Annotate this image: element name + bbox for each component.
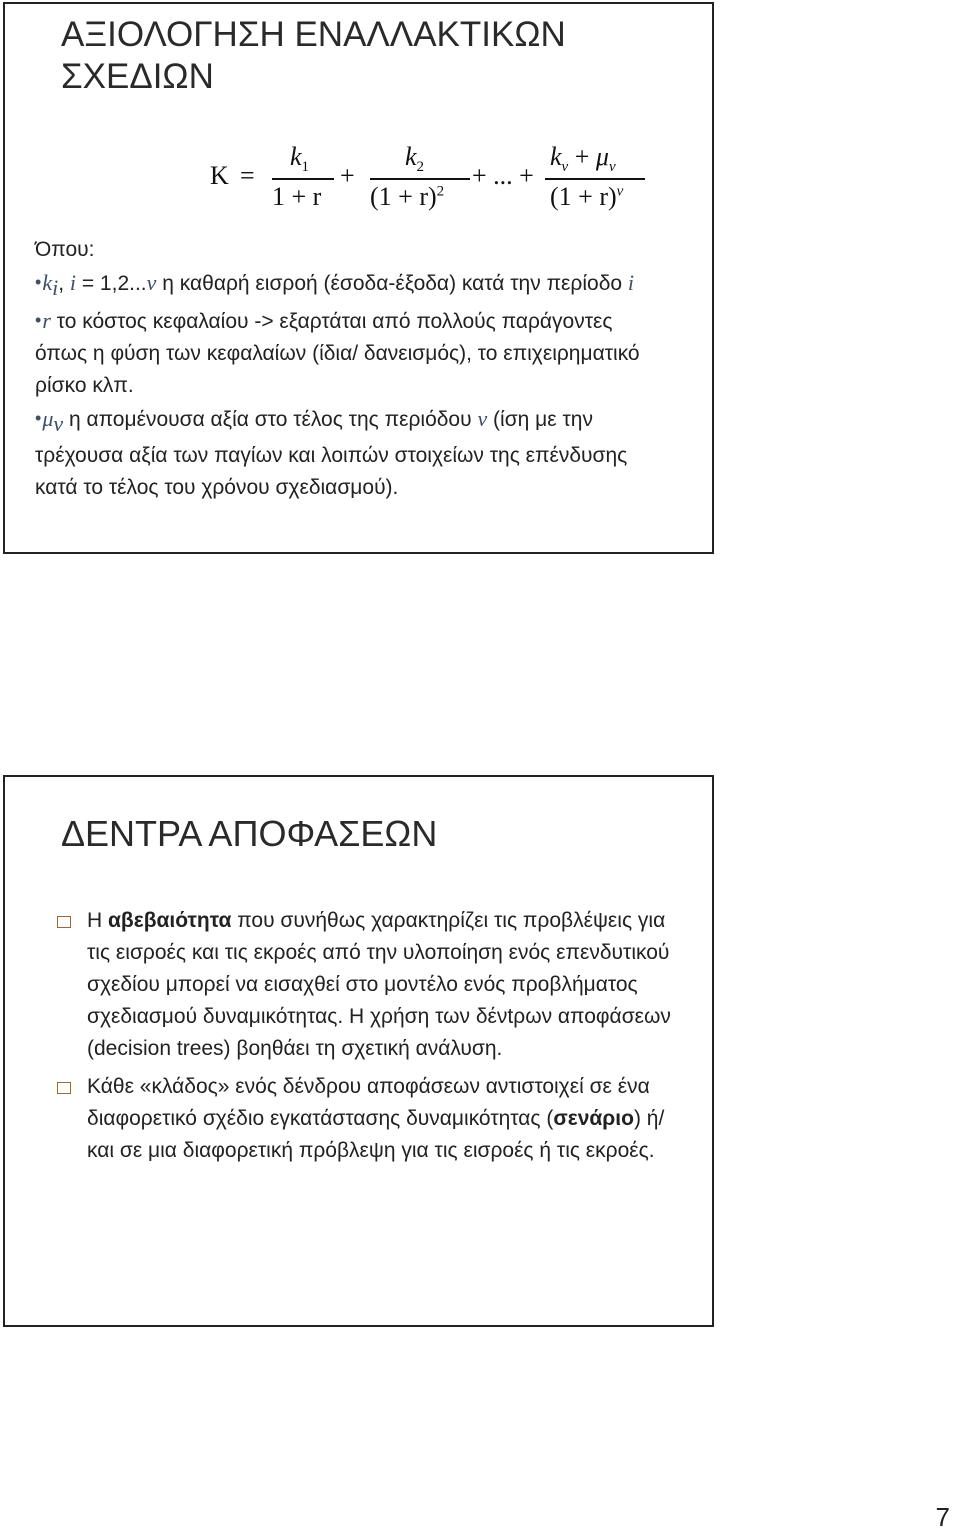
where-label: Όπου: [35, 238, 95, 261]
square-bullet-icon [57, 916, 71, 928]
formula-ellipsis: + ... + [472, 161, 534, 190]
formula-term3-denominator: $(1 + r)^\nu$ [550, 182, 624, 211]
bullet-icon: • [35, 310, 42, 331]
bullet-icon: • [35, 272, 42, 292]
square-bullet-icon [57, 1082, 71, 1094]
formula-lhs: K [210, 161, 229, 190]
slide-2 [3, 775, 714, 1327]
formula-plus: + [340, 161, 355, 190]
definition-r: •r το κόστος κεφαλαίου -> εξαρτάται από πολλούς παράγοντες όπως η φύση των κεφαλαίων (ίδια/ δανεισμός), το επιχειρηματικό ρίσκο κλπ. [35, 308, 640, 398]
formula-term2-fraction-bar [370, 178, 470, 180]
formula-term1-numerator: $k_1$ [290, 142, 310, 176]
slide-2-title: ΔΕΝΤΡΑ ΑΠΟΦΑΣΕΩΝ [61, 813, 438, 854]
formula-term1-fraction-bar [272, 178, 334, 180]
formula-term3-numerator: $k_\nu + \mu_\nu$ [550, 142, 616, 176]
page-number: 7 [935, 1502, 950, 1532]
formula-equals: = [240, 161, 255, 190]
slide-1-body [35, 234, 665, 504]
formula-term2-numerator: $k_2$ [405, 142, 425, 176]
slide-1-title: ΑΞΙΟΛΟΓΗΣΗ ΕΝΑΛΛΑΚΤΙΚΩΝ ΣΧΕΔΙΩΝ [61, 15, 566, 96]
formula-term3-fraction-bar [545, 178, 645, 180]
formula [210, 142, 670, 222]
definition-k: $•k_i$, i = 1,2...ν η καθαρή εισροή (έσοδα-έξοδα) κατά την περίοδο i [35, 270, 635, 301]
list-item: Κάθε «κλάδος» ενός δένδρου αποφάσεων αντιστοιχεί σε ένα διαφορετικό σχέδιο εγκατάστασης δυναμικότητας (σενάριο) ή/και σε μια διαφορετική πρόβλεψη για τις εισροές ή τις εκροές. [57, 1071, 687, 1167]
list-item: Η αβεβαιότητα που συνήθως χαρακτηρίζει τις προβλέψεις για τις εισροές και τις εκροές από την υλοποίηση ενός επενδυτικού σχεδίου μπορεί να εισαχθεί στο μοντέλο ενός προβλήματος σχεδιασμού δυναμικότητας. Η χρήση των δένtρων αποφάσεων (decision trees) βοηθάει τη σχετική ανάλυση. [57, 905, 687, 1065]
formula-term2-denominator: $(1 + r)^2$ [370, 182, 445, 211]
bullet-icon: • [35, 408, 42, 429]
slide-1 [3, 2, 714, 554]
formula-term1-denominator: 1 + r [272, 182, 322, 211]
definition-mu: $•\mu_\nu$ η απομένουσα αξία στο τέλος της περιόδου ν (ίση με την τρέχουσα αξία των παγίων και λοιπών στοιχείων της επένδυσης κατά το τέλος του χρόνου σχεδιασμού). [35, 406, 628, 500]
slide-2-list [57, 905, 687, 1173]
